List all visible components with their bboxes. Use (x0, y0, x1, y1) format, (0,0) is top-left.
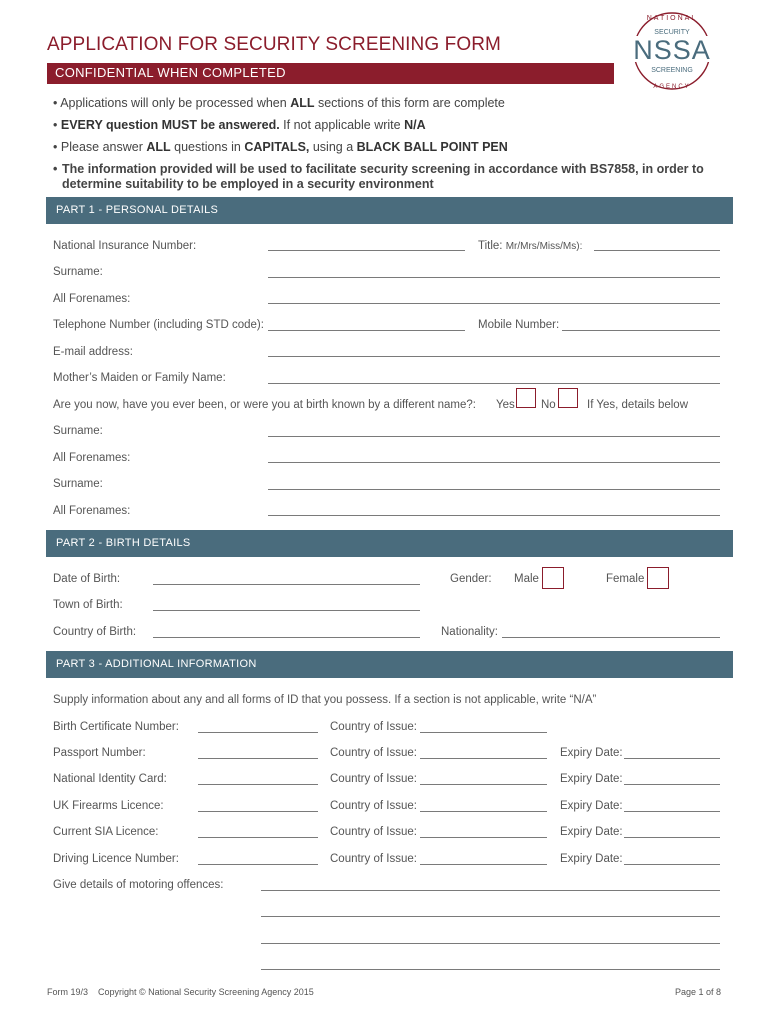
surname3-label: Surname: (53, 478, 103, 490)
expiry-date-field[interactable] (624, 811, 720, 812)
logo-upper-text: SECURITY (654, 29, 690, 36)
nationality-field[interactable] (502, 637, 720, 638)
surname-label: Surname: (53, 266, 103, 278)
title-field[interactable] (594, 250, 720, 251)
expiry-date-label: Expiry Date: (560, 800, 623, 812)
expiry-date-label: Expiry Date: (560, 853, 623, 865)
country-of-issue-field[interactable] (420, 758, 547, 759)
confidential-text: CONFIDENTIAL WHEN COMPLETED (55, 65, 286, 80)
id-number-field[interactable] (198, 732, 318, 733)
male-checkbox[interactable] (542, 567, 564, 589)
motoring-offences-label: Give details of motoring offences: (53, 879, 224, 891)
nssa-logo (619, 8, 725, 94)
telephone-field[interactable] (268, 330, 465, 331)
motoring-offences-line-1[interactable] (261, 890, 720, 891)
country-of-issue-label: Country of Issue: (330, 826, 417, 838)
id-label: Passport Number: (53, 747, 146, 759)
forenames-field[interactable] (268, 303, 720, 304)
id-label: Driving Licence Number: (53, 853, 179, 865)
forenames3-label: All Forenames: (53, 505, 131, 517)
country-of-issue-label: Country of Issue: (330, 800, 417, 812)
dob-field[interactable] (153, 584, 420, 585)
id-number-field[interactable] (198, 864, 318, 865)
different-name-label: Are you now, have you ever been, or were you at birth known by a different name?: (53, 399, 476, 411)
expiry-date-field[interactable] (624, 758, 720, 759)
part3-heading: PART 3 - ADDITIONAL INFORMATION (56, 658, 257, 670)
footer-form-number: Form 19/3 (47, 987, 89, 997)
expiry-date-field[interactable] (624, 784, 720, 785)
logo-main-text: NSSA (633, 35, 711, 65)
surname2-label: Surname: (53, 425, 103, 437)
ni-field[interactable] (268, 250, 465, 251)
part1-heading: PART 1 - PERSONAL DETAILS (56, 204, 219, 216)
expiry-date-label: Expiry Date: (560, 773, 623, 785)
id-number-field[interactable] (198, 837, 318, 838)
expiry-date-label: Expiry Date: (560, 747, 623, 759)
email-label: E-mail address: (53, 346, 133, 358)
forenames3-field[interactable] (268, 515, 720, 516)
country-of-issue-field[interactable] (420, 811, 547, 812)
instruction-1: • Applications will only be processed when ALL sections of this form are complete (53, 96, 505, 110)
no-label: No (541, 399, 556, 411)
expiry-date-label: Expiry Date: (560, 826, 623, 838)
id-number-field[interactable] (198, 811, 318, 812)
yes-label: Yes (496, 399, 515, 411)
part2-heading: PART 2 - BIRTH DETAILS (56, 537, 191, 549)
id-number-field[interactable] (198, 784, 318, 785)
country-of-birth-label: Country of Birth: (53, 626, 137, 638)
expiry-date-field[interactable] (624, 837, 720, 838)
town-label: Town of Birth: (53, 599, 123, 611)
surname2-field[interactable] (268, 436, 720, 437)
expiry-date-field[interactable] (624, 864, 720, 865)
logo-top-text: NATIONAL (646, 15, 698, 22)
email-field[interactable] (268, 356, 720, 357)
confidential-banner (47, 63, 614, 84)
footer-page-number: Page 1 of 8 (675, 987, 722, 997)
country-of-issue-field[interactable] (420, 864, 547, 865)
female-checkbox[interactable] (647, 567, 669, 589)
forenames2-field[interactable] (268, 462, 720, 463)
id-number-field[interactable] (198, 758, 318, 759)
mobile-label: Mobile Number: (478, 319, 560, 331)
country-of-issue-field[interactable] (420, 784, 547, 785)
nationality-label: Nationality: (441, 626, 498, 638)
gender-label: Gender: (450, 573, 492, 585)
different-name-yes-checkbox[interactable] (516, 388, 536, 408)
id-label: National Identity Card: (53, 773, 167, 785)
id-label: Current SIA Licence: (53, 826, 159, 838)
mobile-field[interactable] (562, 330, 720, 331)
if-yes-label: If Yes, details below (587, 399, 689, 411)
country-of-issue-label: Country of Issue: (330, 773, 417, 785)
country-of-issue-label: Country of Issue: (330, 853, 417, 865)
male-label: Male (514, 573, 539, 585)
footer-copyright: Copyright © National Security Screening Agency 2015 (98, 987, 314, 997)
ni-label: National Insurance Number: (53, 240, 197, 252)
id-label: UK Firearms Licence: (53, 800, 164, 812)
instruction-3: • Please answer ALL questions in CAPITALS, using a BLACK BALL POINT PEN (53, 140, 508, 154)
part1-header (46, 197, 733, 224)
country-of-issue-label: Country of Issue: (330, 721, 417, 733)
telephone-label: Telephone Number (including STD code): (53, 319, 264, 331)
dob-label: Date of Birth: (53, 573, 121, 585)
motoring-offences-line-2[interactable] (261, 916, 720, 917)
id-label: Birth Certificate Number: (53, 721, 179, 733)
female-label: Female (606, 573, 645, 585)
country-of-birth-field[interactable] (153, 637, 420, 638)
country-of-issue-field[interactable] (420, 837, 547, 838)
surname-field[interactable] (268, 277, 720, 278)
part2-header (46, 530, 733, 557)
town-field[interactable] (153, 610, 420, 611)
form-title: APPLICATION FOR SECURITY SCREENING FORM (47, 34, 501, 55)
motoring-offences-line-4[interactable] (261, 969, 720, 970)
title-label: Title: Mr/Mrs/Miss/Ms): (478, 240, 583, 252)
country-of-issue-field[interactable] (420, 732, 547, 733)
maiden-name-field[interactable] (268, 383, 720, 384)
logo-bottom-text: AGENCY (653, 84, 691, 90)
surname3-field[interactable] (268, 489, 720, 490)
country-of-issue-label: Country of Issue: (330, 747, 417, 759)
instruction-4: • The information provided will be used to facilitate security screening in accordance with BS7858, in order to determine suitability to be employed in a security environment (53, 162, 704, 191)
different-name-no-checkbox[interactable] (558, 388, 578, 408)
instruction-2: • EVERY question MUST be answered. If not applicable write N/A (53, 118, 426, 132)
forenames-label: All Forenames: (53, 293, 131, 305)
id-intro: Supply information about any and all forms of ID that you possess. If a section is not applicable, write “N/A” (53, 694, 597, 706)
logo-lower-text: SCREENING (651, 67, 693, 74)
motoring-offences-line-3[interactable] (261, 943, 720, 944)
part3-header (46, 651, 733, 678)
forenames2-label: All Forenames: (53, 452, 131, 464)
maiden-name-label: Mother’s Maiden or Family Name: (53, 372, 226, 384)
